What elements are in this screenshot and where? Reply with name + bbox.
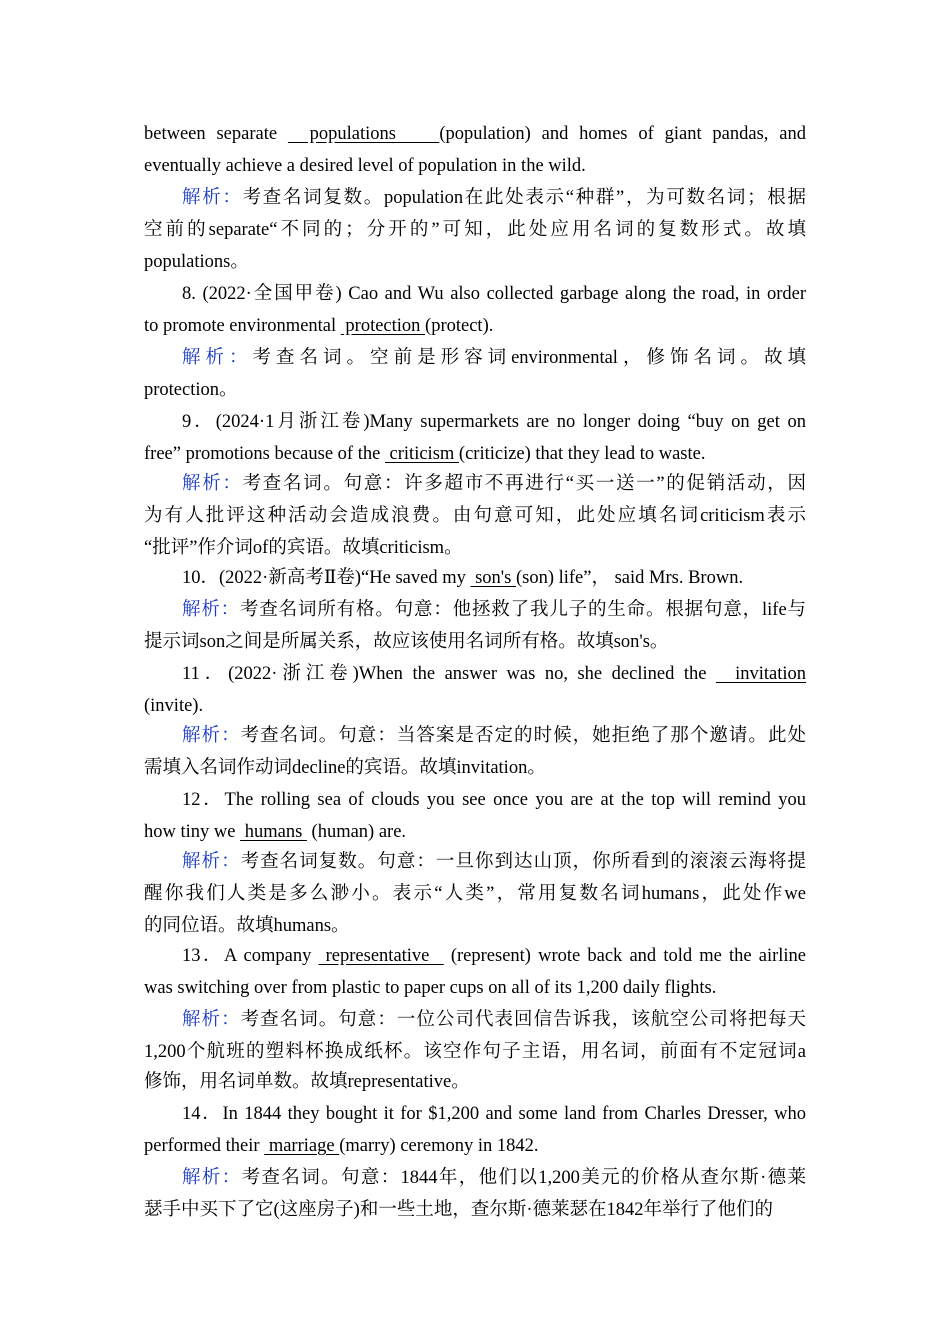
analysis-line <box>144 850 806 874</box>
question-line <box>144 662 806 686</box>
question-line <box>144 282 806 306</box>
analysis-line <box>144 1070 806 1094</box>
analysis-text: 考查名词。句意：1844年，他们以1,200美元的价格从查尔斯·德莱 <box>241 1168 806 1188</box>
analysis-text: 考查名词。句意：一位公司代表回信告诉我，该航空公司将把每天 <box>240 1010 806 1030</box>
question-text: (criticize) that they lead to waste. <box>458 444 706 464</box>
analysis-text: 考查名词。句意：许多超市不再进行“买一送一”的促销活动，因 <box>242 474 806 494</box>
analysis-line <box>144 536 806 560</box>
answer-blank: criticism <box>384 444 459 464</box>
analysis-text: “批评”作介词of的宾语。故填criticism。 <box>144 538 463 558</box>
analysis-line <box>144 378 806 402</box>
question-text: (marry) ceremony in 1842. <box>339 1136 539 1156</box>
question-text: (son) life”， said Mrs. Brown. <box>515 568 744 588</box>
analysis-line <box>144 472 806 496</box>
analysis-text: 为有人批评这种活动会造成浪费。由句意可知，此处应填名词criticism表示 <box>144 506 806 526</box>
analysis-label: 解析： <box>182 474 243 494</box>
analysis-text: 考查名词。空前是形容词environmental，修饰名词。故填 <box>252 348 806 368</box>
analysis-line <box>144 756 806 780</box>
analysis-text: 醒你我们人类是多么渺小。表示“人类”，常用复数名词humans，此处作we <box>144 884 806 904</box>
analysis-text: 考查名词。句意：当答案是否定的时候，她拒绝了那个邀请。此处 <box>240 726 806 746</box>
question-text: 8. (2022·全国甲卷) Cao and Wu also collected garbage along the road, in order <box>182 284 806 304</box>
analysis-text: 考查名词所有格。句意：他拯救了我儿子的生命。根据句意，life与 <box>240 600 806 620</box>
question-line <box>144 122 806 146</box>
question-text: (protect). <box>425 316 494 336</box>
answer-blank: invitation <box>716 664 806 684</box>
analysis-line <box>144 882 806 906</box>
analysis-line <box>144 250 806 274</box>
analysis-line <box>144 1040 806 1064</box>
question-text: 10．(2022·新高考Ⅱ卷)“He saved my <box>182 568 471 588</box>
question-line <box>144 410 806 434</box>
answer-blank: protection <box>340 316 426 336</box>
analysis-label: 解析： <box>182 852 241 872</box>
analysis-label: 解析： <box>182 188 243 208</box>
analysis-text: 修饰，用名词单数。故填representative。 <box>144 1072 470 1092</box>
analysis-line <box>144 1166 806 1190</box>
question-text: (invite). <box>144 696 204 716</box>
analysis-line <box>144 1198 806 1222</box>
analysis-line <box>144 1008 806 1032</box>
question-line <box>144 944 806 968</box>
answer-blank: marriage <box>264 1136 340 1156</box>
question-line <box>144 1102 806 1126</box>
answer-blank: populations <box>287 124 440 144</box>
analysis-line <box>144 346 806 370</box>
question-line <box>144 566 806 590</box>
question-text: 12．The rolling sea of clouds you see once you are at the top will remind you <box>182 790 806 810</box>
question-text: between separate <box>144 124 288 144</box>
analysis-text: 考查名词复数。句意：一旦你到达山顶，你所看到的滚滚云海将提 <box>240 852 806 872</box>
question-line <box>144 694 806 718</box>
question-text: (represent) wrote back and told me the airline <box>443 946 807 966</box>
analysis-line <box>144 724 806 748</box>
analysis-label: 解析： <box>182 1010 241 1030</box>
question-text: how tiny we <box>144 822 241 842</box>
analysis-label: 解析： <box>182 726 241 746</box>
question-line <box>144 154 806 178</box>
question-line <box>144 820 806 844</box>
analysis-text: 需填入名词作动词decline的宾语。故填invitation。 <box>144 758 546 778</box>
question-text: (human) are. <box>306 822 407 842</box>
question-line <box>144 976 806 1000</box>
analysis-text: populations。 <box>144 252 249 272</box>
question-text: 11．(2022·浙江卷)When the answer was no, she declined the <box>182 664 716 684</box>
analysis-label: 解析： <box>182 600 240 620</box>
question-text: 14．In 1844 they bought it for $1,200 and some land from Charles Dresser, who <box>182 1104 806 1124</box>
analysis-line <box>144 914 806 938</box>
answer-blank: representative <box>318 946 444 966</box>
analysis-label: 解析： <box>182 348 253 368</box>
analysis-line <box>144 630 806 654</box>
analysis-text: 考查名词复数。population在此处表示“种群”，为可数名词；根据 <box>242 188 806 208</box>
analysis-text: 提示词son之间是所属关系，故应该使用名词所有格。故填son's。 <box>144 632 669 652</box>
analysis-text: 的同位语。故填humans。 <box>144 916 350 936</box>
question-text: was switching over from plastic to paper cups on all of its 1,200 daily flights. <box>144 978 717 998</box>
question-text: performed their <box>144 1136 265 1156</box>
answer-blank: son's <box>470 568 516 588</box>
analysis-text: protection。 <box>144 380 238 400</box>
analysis-line <box>144 218 806 242</box>
question-text: 13．A company <box>182 946 319 966</box>
question-line <box>144 788 806 812</box>
question-text: to promote environmental <box>144 316 341 336</box>
question-text: (population) and homes of giant pandas, and <box>439 124 806 144</box>
question-line <box>144 442 806 466</box>
question-line <box>144 314 806 338</box>
analysis-label: 解析： <box>182 1168 242 1188</box>
analysis-text: 空前的separate“不同的；分开的”可知，此处应用名词的复数形式。故填 <box>144 220 806 240</box>
analysis-text: 瑟手中买下了它(这座房子)和一些土地，查尔斯·德莱瑟在1842年举行了他们的 <box>144 1200 773 1220</box>
analysis-line <box>144 504 806 528</box>
question-text: free” promotions because of the <box>144 444 385 464</box>
analysis-text: 1,200个航班的塑料杯换成纸杯。该空作句子主语，用名词，前面有不定冠词a <box>144 1042 806 1062</box>
question-text: eventually achieve a desired level of population in the wild. <box>144 156 586 176</box>
question-line <box>144 1134 806 1158</box>
analysis-line <box>144 186 806 210</box>
answer-blank: humans <box>240 822 307 842</box>
analysis-line <box>144 598 806 622</box>
question-text: 9．(2024·1月浙江卷)Many supermarkets are no longer doing “buy on get on <box>182 412 806 432</box>
